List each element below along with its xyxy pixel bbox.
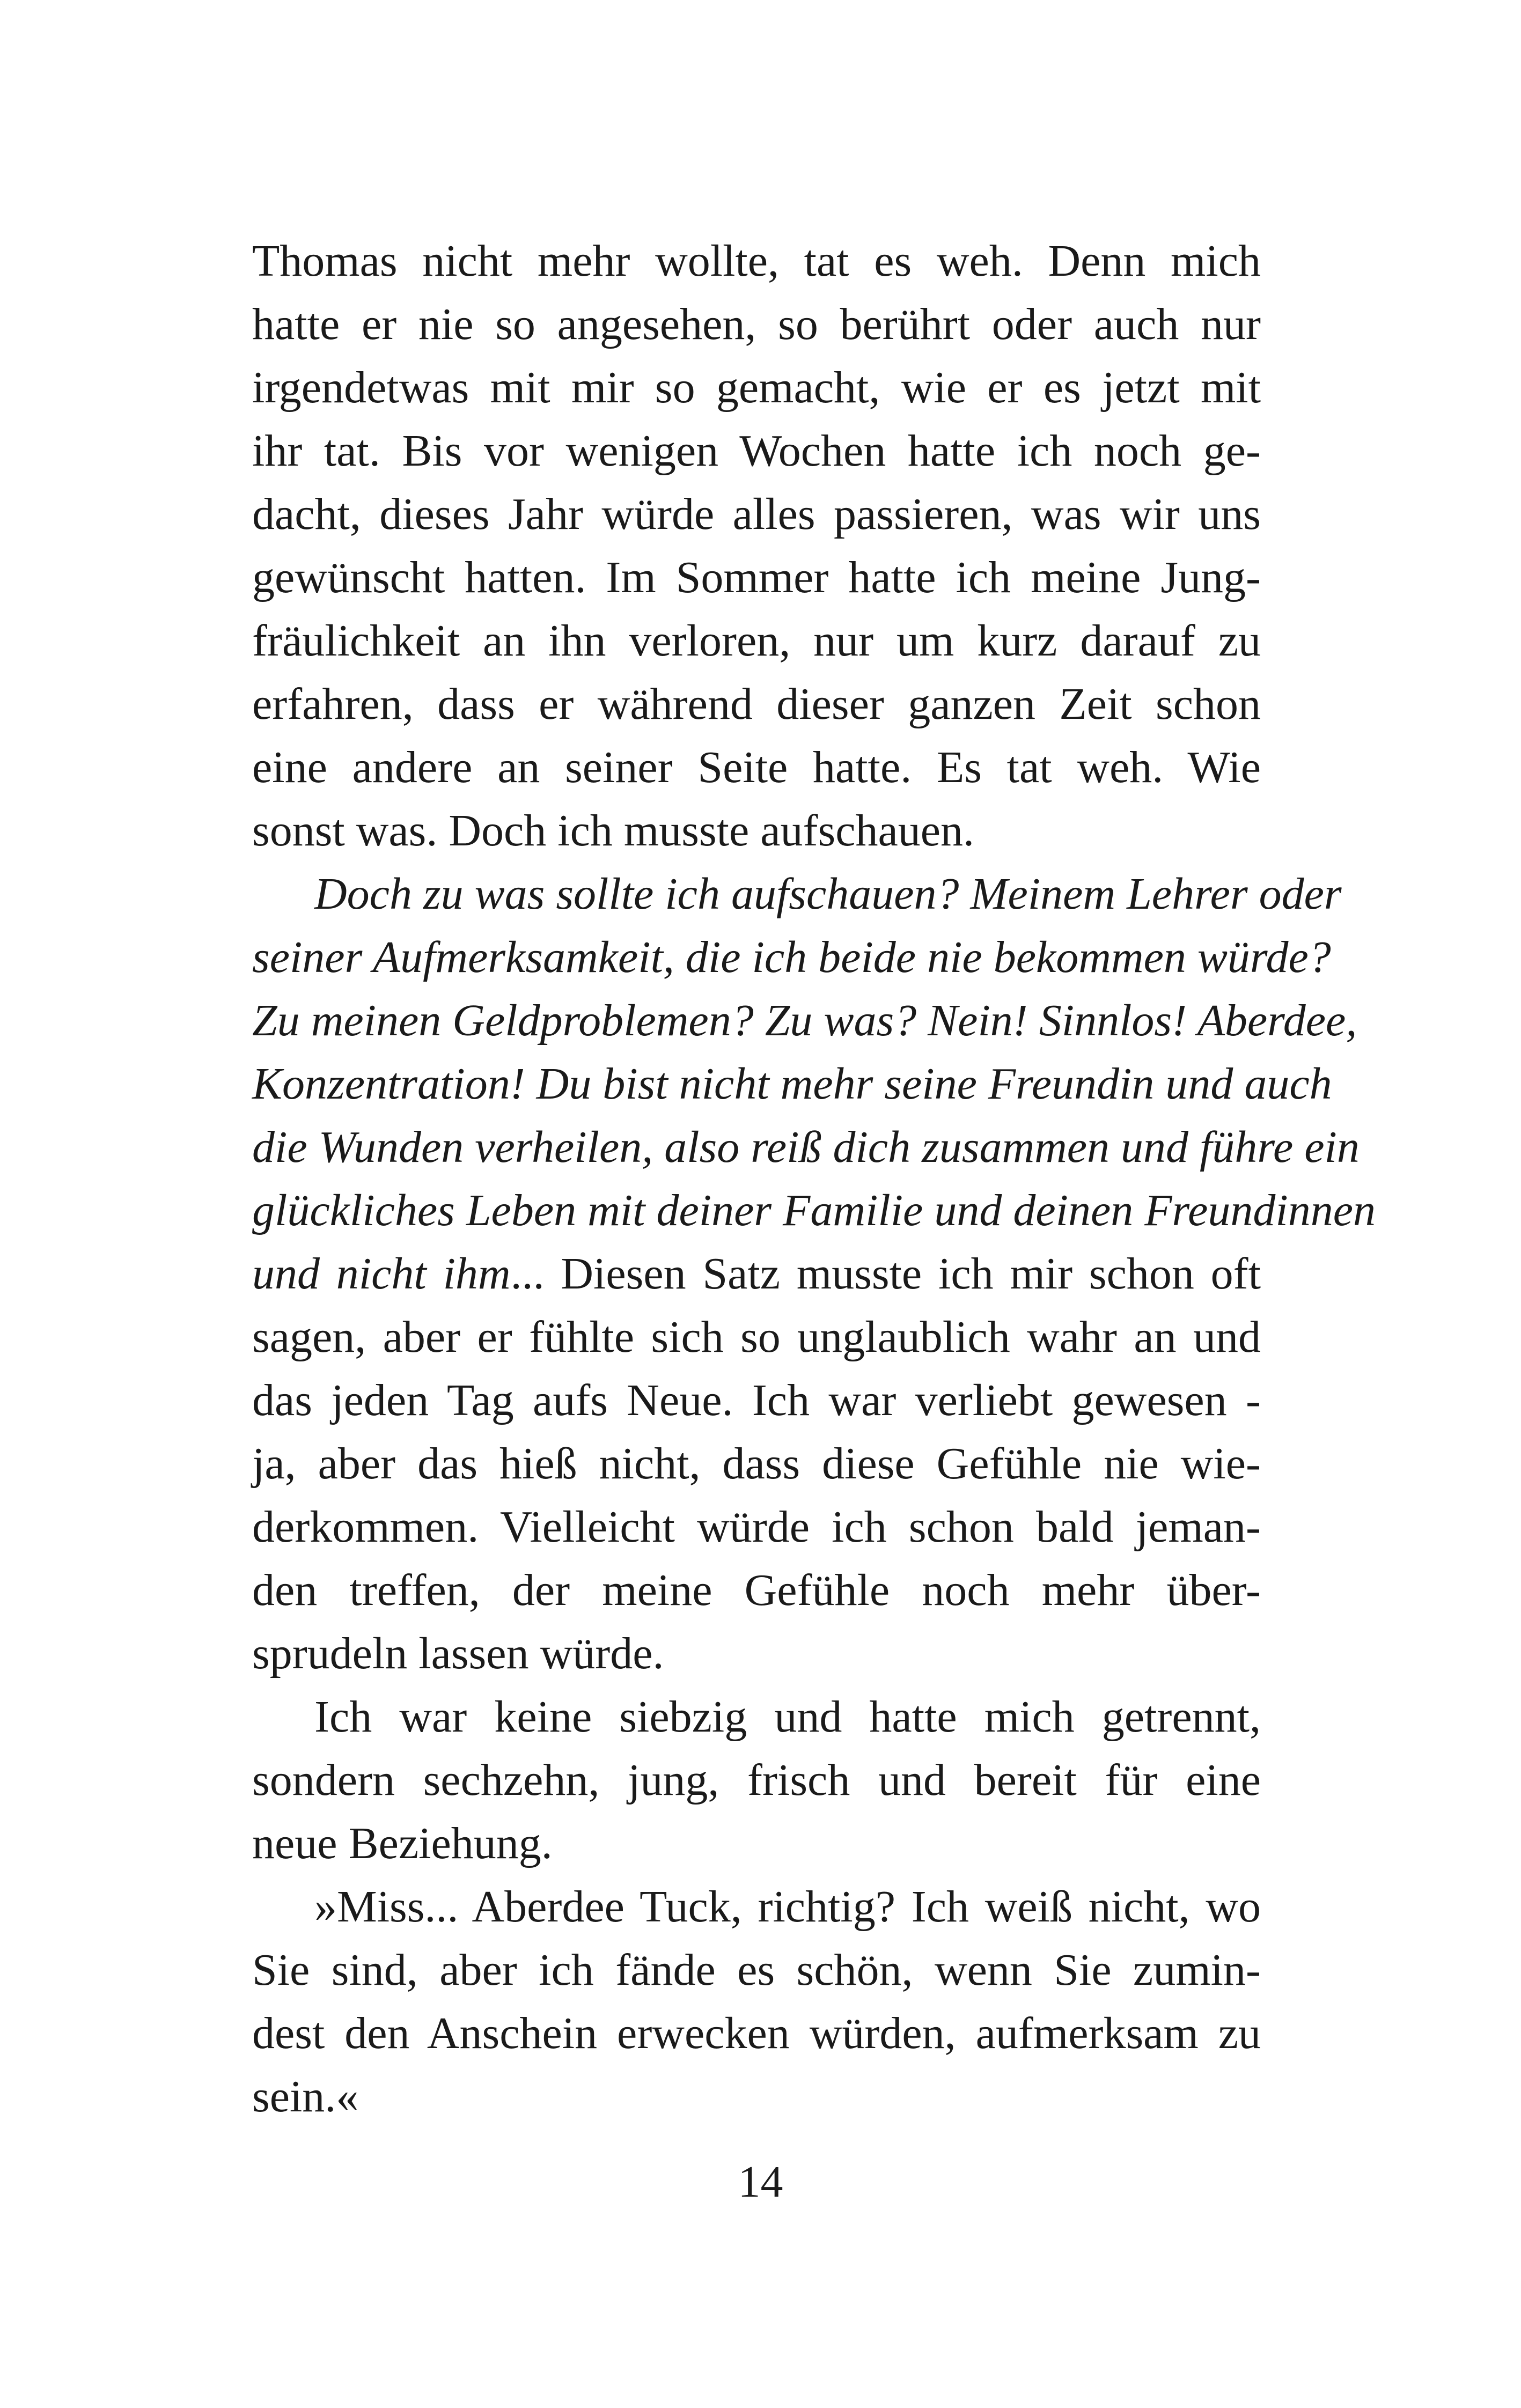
text-line: sein.« (252, 2072, 359, 2122)
text-line: sondern sechzehn, jung, frisch und bereit für eine (252, 1755, 1261, 1805)
text-line: die Wunden verheilen, also reiß dich zusammen und führe ein (252, 1122, 1360, 1172)
text-line: Doch zu was sollte ich aufschauen? Meinem Lehrer oder (314, 869, 1342, 919)
text-line: sagen, aber er fühlte sich so unglaublich wahr an und (252, 1312, 1261, 1362)
text-line: das jeden Tag aufs Neue. Ich war verliebt gewesen - (252, 1375, 1261, 1425)
text-line-mixed (252, 1242, 1261, 1306)
italic-span: und nicht ihm (252, 1249, 511, 1299)
text-line: dest den Anschein erwecken würden, aufmerksam zu (252, 2008, 1261, 2058)
text-line: Sie sind, aber ich fände es schön, wenn Sie zumin- (252, 1945, 1261, 1995)
text-line: dacht, dieses Jahr würde alles passieren, was wir uns (252, 489, 1261, 539)
text-line: derkommen. Vielleicht würde ich schon bald jeman- (252, 1502, 1261, 1552)
text-line: Konzentration! Du bist nicht mehr seine Freundin und auch (252, 1059, 1332, 1109)
text-line: irgendetwas mit mir so gemacht, wie er es jetzt mit (252, 363, 1261, 413)
body-text (252, 230, 1376, 2129)
text-line: gewünscht hatten. Im Sommer hatte ich meine Jung- (252, 553, 1261, 602)
text-line: Zu meinen Geldproblemen? Zu was? Nein! Sinnlos! Aberdee, (252, 996, 1357, 1045)
text-line: den treffen, der meine Gefühle noch mehr über- (252, 1565, 1261, 1615)
page-number: 14 (738, 2157, 783, 2207)
text-line: neue Beziehung. (252, 1818, 553, 1868)
text-line: hatte er nie so angesehen, so berührt oder auch nur (252, 299, 1261, 349)
text-line: erfahren, dass er während dieser ganzen Zeit schon (252, 679, 1261, 729)
text-line: »Miss... Aberdee Tuck, richtig? Ich weiß nicht, wo (314, 1882, 1261, 1932)
text-line: Thomas nicht mehr wollte, tat es weh. Denn mich (252, 236, 1261, 286)
text-line: ihr tat. Bis vor wenigen Wochen hatte ich noch ge- (252, 426, 1261, 476)
text-line: seiner Aufmerksamkeit, die ich beide nie bekommen würde? (252, 932, 1331, 982)
text-line: fräulichkeit an ihn verloren, nur um kurz darauf zu (252, 616, 1261, 666)
text-line: Ich war keine siebzig und hatte mich getrennt, (314, 1692, 1261, 1742)
text-line: glückliches Leben mit deiner Familie und deinen Freundinnen (252, 1185, 1376, 1235)
text-line: sprudeln lassen würde. (252, 1629, 664, 1678)
text-line: sonst was. Doch ich musste aufschauen. (252, 806, 975, 856)
text-line: eine andere an seiner Seite hatte. Es tat weh. Wie (252, 742, 1261, 792)
text-line: ja, aber das hieß nicht, dass diese Gefühle nie wie- (252, 1439, 1261, 1489)
roman-span: ... Diesen Satz musste ich mir schon oft (510, 1249, 1261, 1299)
